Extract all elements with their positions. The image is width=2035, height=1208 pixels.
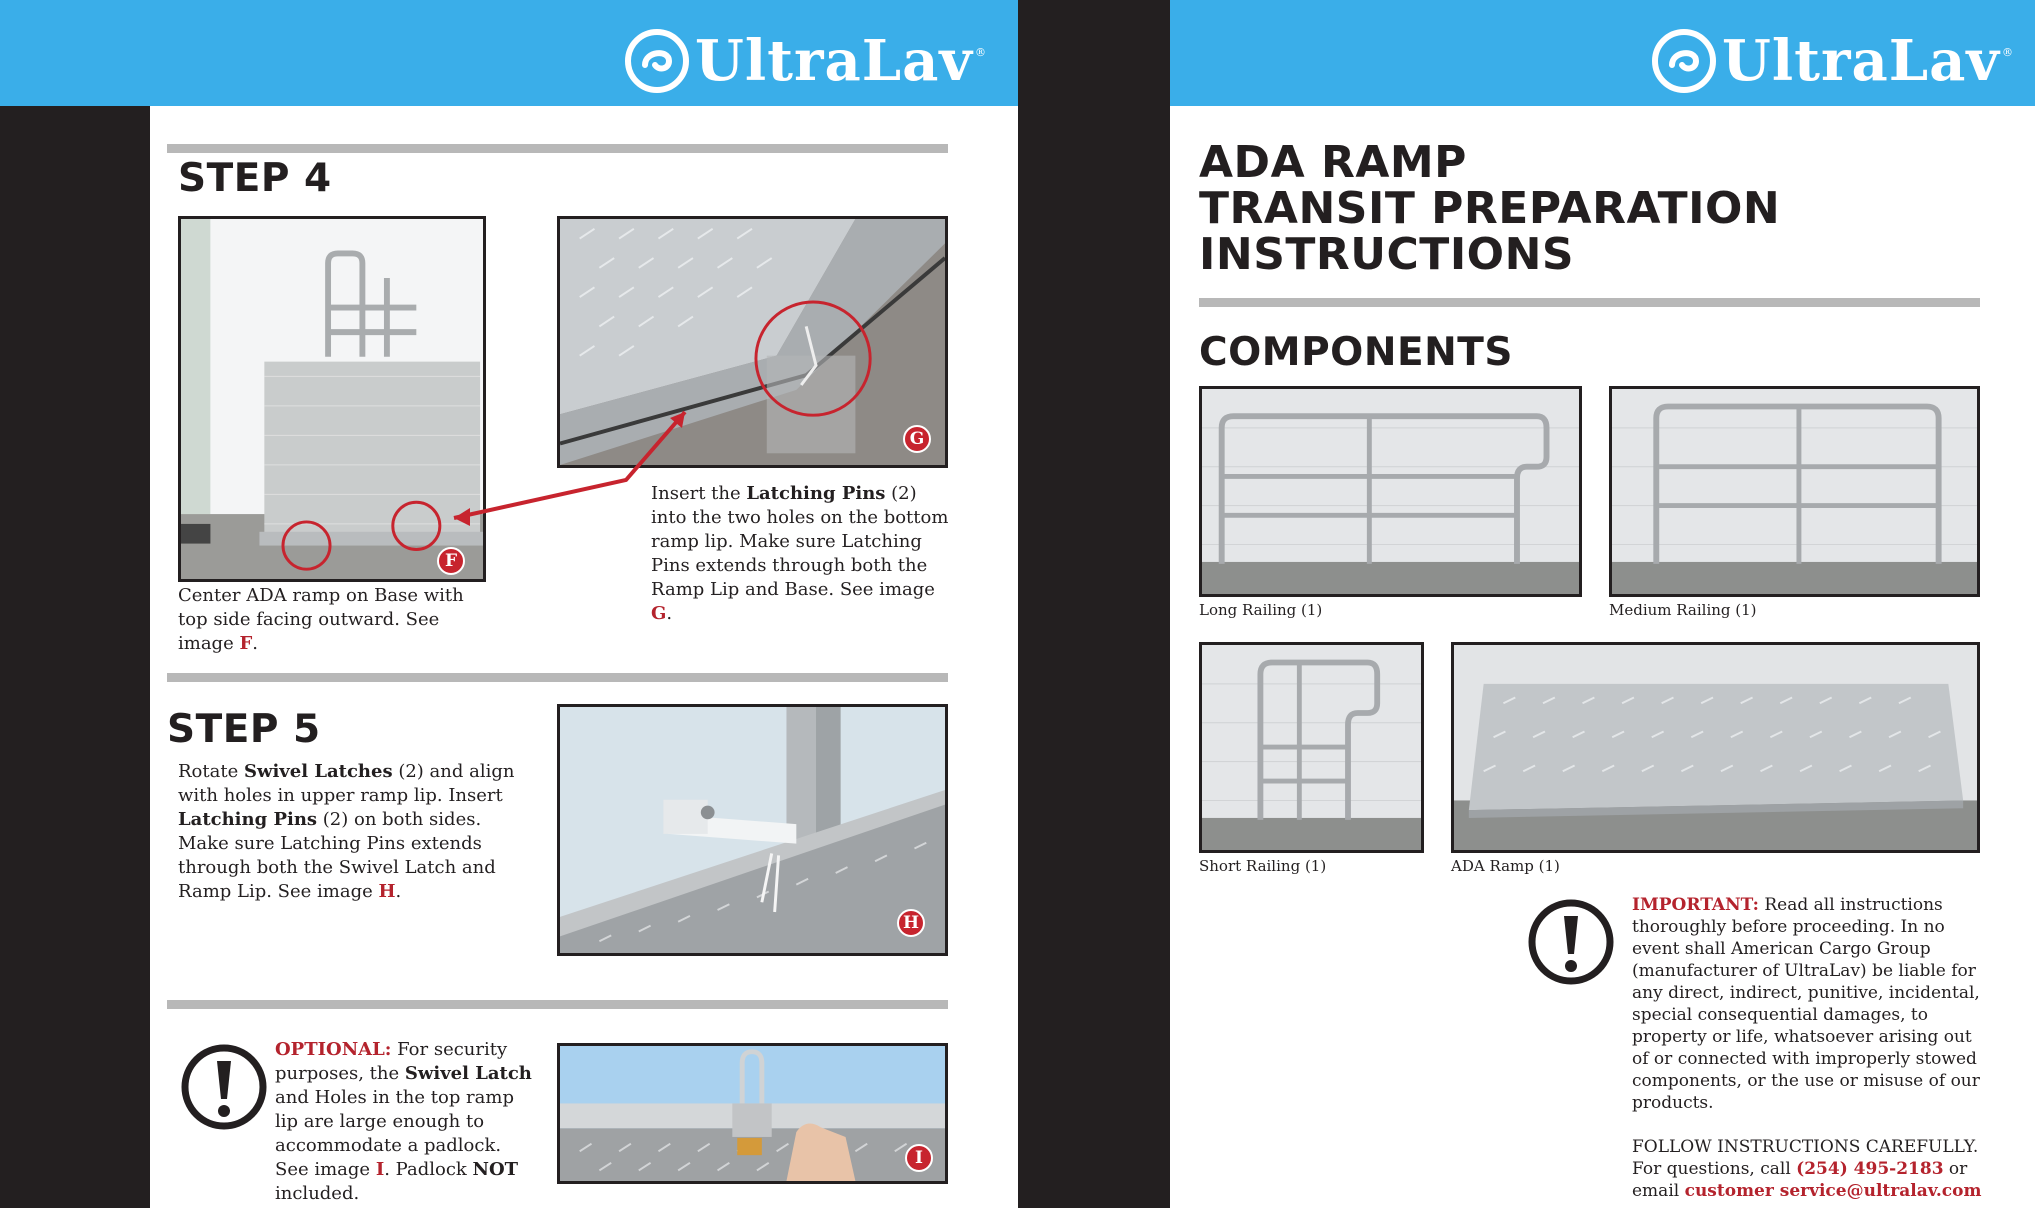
step5-top-rule [167,673,948,682]
registered-mark: ® [2001,46,2013,59]
document-title [1199,137,1781,280]
image-h-swivel-latch-photo [557,704,948,956]
title-rule [1199,298,1980,307]
medium-railing-photo [1609,386,1980,597]
step4-top-rule [167,144,948,153]
ada-ramp-photo [1451,642,1980,853]
badge-h: H [897,909,925,937]
important-paragraph: IMPORTANT: Read all instructions thoroughly before proceeding. In no event shall American Cargo Group (manufacturer of UltraLav) be liable for any direct, indirect, punitive, incidental, special consequential damages, to property or life, whatsoever arising out of or connected with improperly stowed components, or the use or misuse of our products. [1632,895,1980,1113]
short-railing-caption: Short Railing (1) [1199,857,1327,875]
title-line-2: TRANSIT PREPARATION [1199,183,1781,234]
step4-heading: STEP 4 [178,156,332,201]
registered-mark: ® [974,46,986,59]
step4-caption-g: Insert the Latching Pins (2) into the two holes on the bottom ramp lip. Make sure Latching Pins extends through both the Ramp Lip and Base. See image G. [651,483,949,624]
long-railing-caption: Long Railing (1) [1199,601,1323,619]
long-railing-photo [1199,386,1582,597]
ultralav-swirl-icon [1652,29,1716,93]
logo-wordmark: UltraLav [695,28,973,94]
exclamation-warning-icon [180,1043,268,1131]
step4-caption-f: Center ADA ramp on Base with top side facing outward. See image F. [178,585,464,654]
phone-number: (254) 495-2183 [1796,1159,1944,1179]
optional-top-rule [167,1000,948,1009]
short-railing-photo [1199,642,1424,853]
logo-wordmark: UltraLav [1722,28,2000,94]
exclamation-warning-icon [1527,898,1615,986]
badge-g: G [903,425,931,453]
ultralav-swirl-icon [625,29,689,93]
badge-f: F [437,547,465,575]
components-heading: COMPONENTS [1199,330,1513,375]
support-email-link[interactable]: customer service@ultralav.com [1684,1181,1982,1201]
title-line-1: ADA RAMP [1199,137,1467,188]
important-notice [1632,894,1982,1202]
badge-i: I [905,1144,933,1172]
step5-heading: STEP 5 [167,707,321,752]
medium-railing-caption: Medium Railing (1) [1609,601,1757,619]
title-line-3: INSTRUCTIONS [1199,229,1575,280]
optional-note: OPTIONAL: For security purposes, the Swivel Latch and Holes in the top ramp lip are large enough to accommodate a padlock. See image I. Padlock NOT included. [275,1039,532,1204]
step5-instructions: Rotate Swivel Latches (2) and align with holes in upper ramp lip. Insert Latching Pins (2) on both sides. Make sure Latching Pins extends through both the Swivel Latch and Ramp Lip. See image H. [178,761,515,902]
image-i-padlock-photo [557,1043,948,1184]
ultralav-logo-right [1652,28,2013,94]
contact-line: For questions, call (254) 495-2183 or email customer service@ultralav.com [1632,1159,1982,1201]
ada-ramp-caption: ADA Ramp (1) [1451,857,1560,875]
follow-instructions: FOLLOW INSTRUCTIONS CAREFULLY. [1632,1137,1979,1157]
ultralav-logo-left [625,28,986,94]
